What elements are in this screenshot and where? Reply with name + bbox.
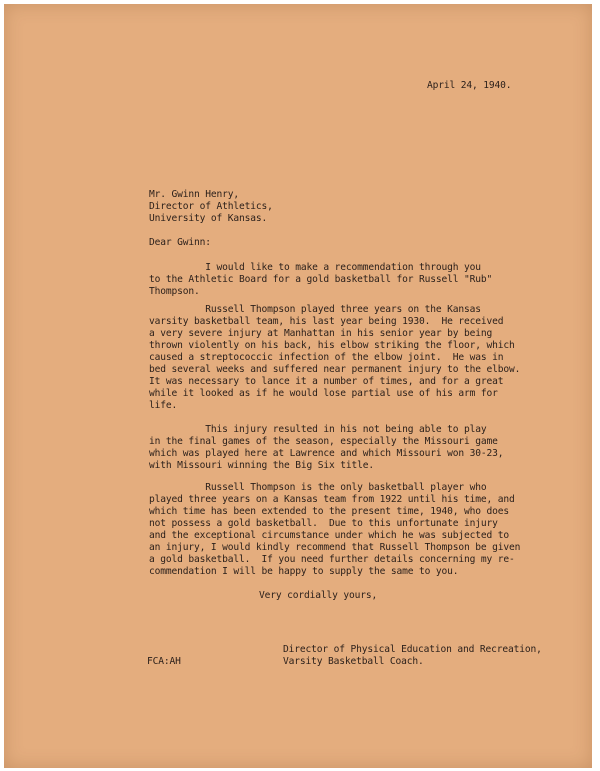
letter-page <box>4 4 592 768</box>
paragraph-1-line: I would like to make a recommendation through you <box>149 262 481 273</box>
signature-title-line: Varsity Basketball Coach. <box>283 656 424 667</box>
paragraph-2-line: a very severe injury at Manhattan in his senior year by being <box>149 328 493 339</box>
paragraph-1-line: to the Athletic Board for a gold basketball for Russell "Rub" <box>149 274 493 285</box>
paragraph-3-line: This injury resulted in his not being able to play <box>149 424 487 435</box>
closing: Very cordially yours, <box>259 590 378 601</box>
recipient-name: Mr. Gwinn Henry, <box>149 189 240 200</box>
paragraph-4-line: and the exceptional circumstance under which he was subjected to <box>149 530 510 541</box>
paragraph-2-line: varsity basketball team, his last year being 1930. He received <box>149 316 504 327</box>
paragraph-2-line: life. <box>149 400 178 411</box>
paragraph-2-line: while it looked as if he would lose partial use of his arm for <box>149 388 498 399</box>
paragraph-2-line: Russell Thompson played three years on the Kansas <box>149 304 481 315</box>
paragraph-4-line: an injury, I would kindly recommend that Russell Thompson be given <box>149 542 521 553</box>
paragraph-1-line: Thompson. <box>149 286 200 297</box>
typist-initials: FCA:AH <box>147 656 181 667</box>
paragraph-3-line: which was played here at Lawrence and which Missouri won 30-23, <box>149 448 504 459</box>
signature-title-line: Director of Physical Education and Recreation, <box>283 644 542 655</box>
letter-date: April 24, 1940. <box>427 80 512 91</box>
paragraph-4-line: commendation I will be happy to supply the same to you. <box>149 566 459 577</box>
paragraph-4-line: played three years on a Kansas team from 1922 until his time, and <box>149 494 515 505</box>
paragraph-3-line: in the final games of the season, especially the Missouri game <box>149 436 498 447</box>
paragraph-2-line: It was necessary to lance it a number of times, and for a great <box>149 376 504 387</box>
paragraph-3-line: with Missouri winning the Big Six title. <box>149 460 375 471</box>
recipient-title: Director of Athletics, <box>149 201 273 212</box>
paragraph-4-line: a gold basketball. If you need further details concerning my re- <box>149 554 515 565</box>
recipient-org: University of Kansas. <box>149 213 268 224</box>
salutation: Dear Gwinn: <box>149 237 211 248</box>
paragraph-4-line: which time has been extended to the present time, 1940, who does <box>149 506 510 517</box>
paragraph-2-line: thrown violently on his back, his elbow striking the floor, which <box>149 340 515 351</box>
paragraph-2-line: caused a streptococcic infection of the elbow joint. He was in <box>149 352 504 363</box>
paragraph-4-line: Russell Thompson is the only basketball player who <box>149 482 487 493</box>
paragraph-2-line: bed several weeks and suffered near permanent injury to the elbow. <box>149 364 521 375</box>
paragraph-4-line: not possess a gold basketball. Due to this unfortunate injury <box>149 518 498 529</box>
